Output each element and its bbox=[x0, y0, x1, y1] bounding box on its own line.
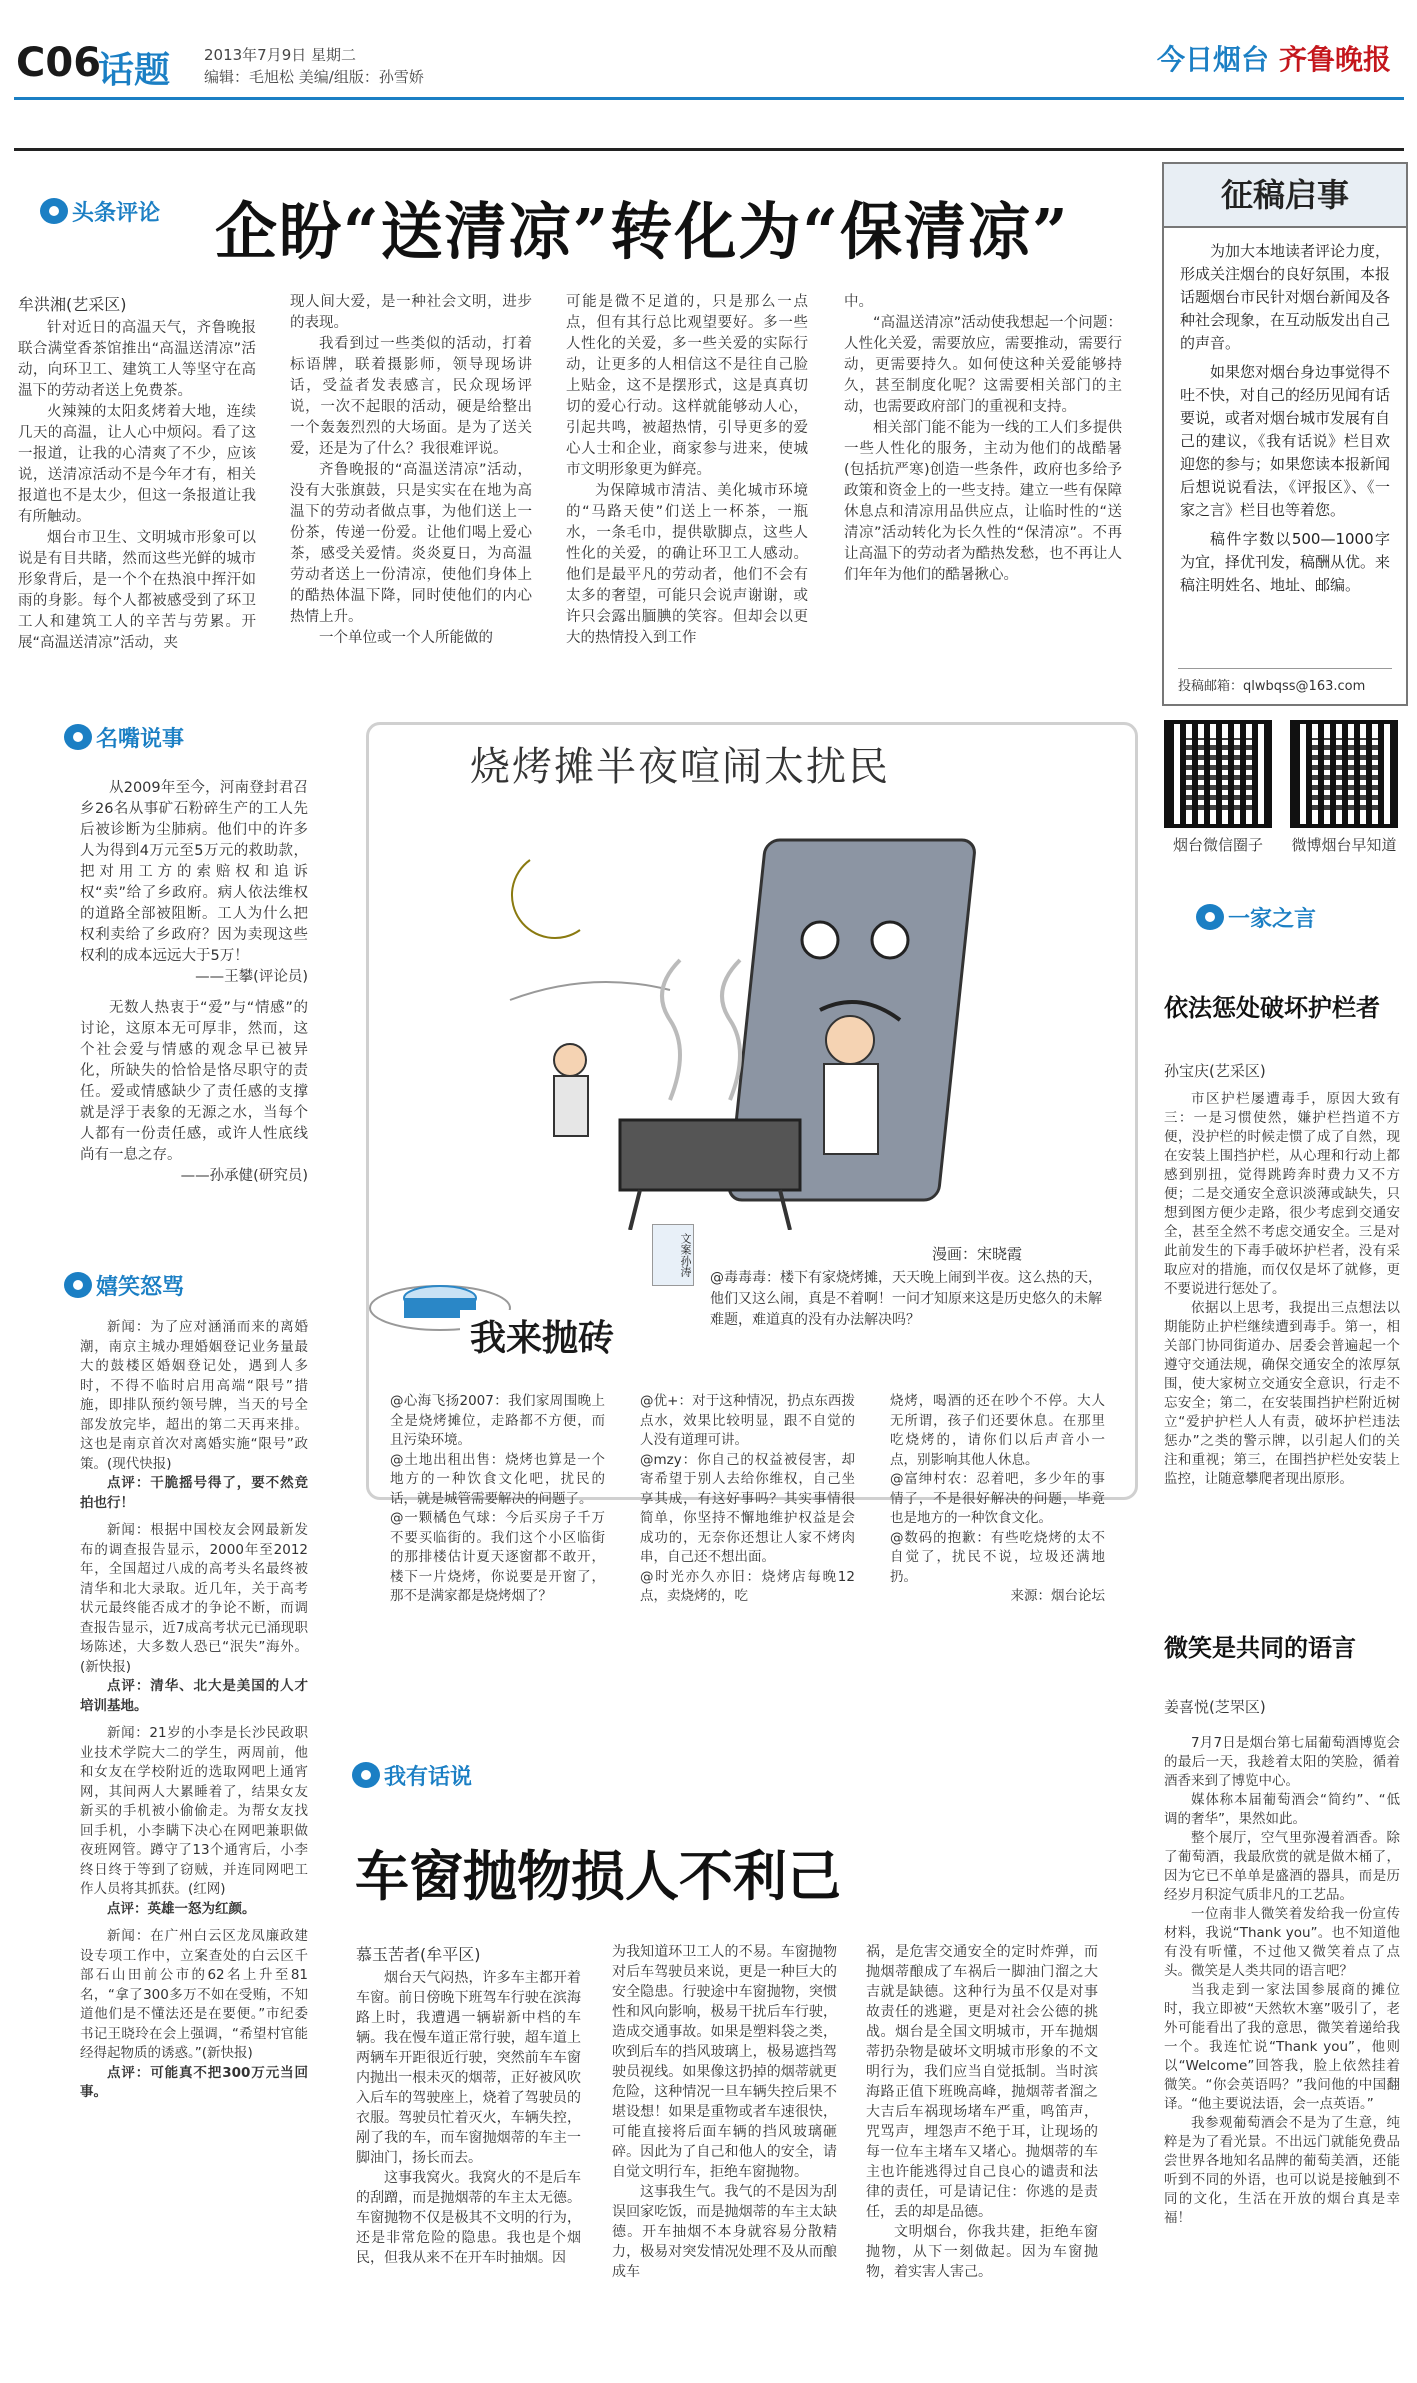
lead-col-3: 可能是微不足道的，只是那么一点点，但有其行总比观望要好。多一些人性化的关爱，多一些关爱的实际行动，让更多的人相信这不是往自己脸上贴金，这不是摆形式，这是真真切切的爱心行动。这样就能够动人心，引起共鸣，被超热情，引导更多的爱心人士和企业，商家参与进来，使城市文明形象更为鲜亮。 为保障城市清洁、美化城市环境的“马路天使”们送上一杯茶，一瓶水，一条毛巾，提供歇脚点，这些人性化的关爱，的确让环卫工人感动。他们是最平凡的劳动者，他们不会有太多的奢望，可能只会说声谢谢，或许只会露出腼腆的笑容。但却会以更大的热情投入到工作 bbox=[566, 294, 808, 646]
mingzui-tag-label: 名嘴说事 bbox=[96, 727, 185, 752]
yijia-tag bbox=[1196, 902, 1316, 933]
section-rule bbox=[14, 148, 1404, 151]
mingzui-body: 从2009年至今，河南登封君召乡26名从事矿石粉碎生产的工人先后被诊断为尘肺病。他们中的许多人为得到4万元至5万元的救助款，把对用工方的索赔权和追诉权“卖”给了乡政府。病人依法维权的道路全部被阻断。工人为什么把权利卖给了乡政府？因为卖现这些权利的成本远远大于5万！ ——王攀(评论员) 无数人热衷于“爱”与“情感”的讨论，这原本无可厚非，然而，这个社会爱与情感的观念早已被异化，所缺失的恰恰是恪尽职守的责任。爱或情感缺少了责任感的支撑就是浮于表象的无源之水，当每个人都有一份责任感，或许人性底线尚有一息之存。 ——孙承健(研究员) bbox=[80, 778, 308, 1187]
yijia-body-2: 7月7日是烟台第七届葡萄酒博览会的最后一天，我趁着太阳的笑脸，循着酒香来到了博览中心。 媒体称本届葡萄酒会“简约”、“低调的奢华”，果然如此。 整个展厅，空气里弥漫着酒香。除了葡萄酒，我最欣赏的就是做木桶了，因为它已不单单是盛酒的器具，而是历经岁月积淀气质非凡的工艺品。 一位南非人微笑着发给我一份宣传材料，我说“Thank you”。也不知道他有没有听懂，不过他又微笑着点了点头。微笑是人类共同的语言吧？ 当我走到一家法国参展商的摊位时，我立即被“天然软木塞”吸引了，老外可能看出了我的意思，微笑着递给我一个。我连忙说“Thank you”，他则以“Welcome”回答我，脸上依然挂着微笑。“你会英语吗？”我问他的中国翻译。“他主要说法语，会一点英语。” 我参观葡萄酒会不是为了生意，纯粹是为了看光景。不出远门就能免费品尝世界各地知名品牌的葡萄美酒，还能听到不同的外语，也可以说是接触到不同的文化，生活在开放的烟台真是幸福！ bbox=[1164, 1735, 1400, 2226]
pen-icon bbox=[40, 198, 68, 224]
second-tag bbox=[352, 1760, 472, 1791]
submission-email: 投稿邮箱：qlwbqss@163.com bbox=[1178, 668, 1392, 694]
replies-col-3: 烧烤，喝酒的还在吵个不停。大人无所谓，孩子们还要休息。在那里吃烧烤的，请你们以后声音小一点，别影响其他人休息。 @富绅村农：忍着吧，多少年的事情了，不是很好解决的问题，毕竟也是地方的一种饮食文化。 @数码的抱歉：有些吃烧烤的太不自觉了，扰民不说，垃圾还满地扔。 来源：烟台论坛 bbox=[890, 1392, 1105, 1607]
qr-code-icon bbox=[1164, 720, 1272, 828]
yijia-byline-1: 孙宝庆(艺采区) bbox=[1164, 1062, 1266, 1080]
issue-date: 2013年7月9日 星期二 bbox=[204, 46, 357, 64]
lead-byline: 牟洪湘(艺采区) bbox=[18, 295, 127, 314]
editors-line: 编辑：毛旭松 美编/组版：孙雪娇 bbox=[204, 68, 424, 86]
cloud-line bbox=[510, 982, 670, 1000]
second-col-3: 祸，是危害交通安全的定时炸弹，而抛烟蒂酿成了车祸后一脚油门溜之大吉就是缺德。这种行为虽不仅是对事故责任的逃避，更是对社会公德的挑战。烟台是全国文明城市，开车抛烟蒂扔杂物是破坏文明城市形象的不文明行为，我们应当自觉抵制。当时滨海路正值下班晚高峰，抛烟蒂者溜之大吉后车祸现场堵车严重，鸣笛声，咒骂声，埋怨声不绝于耳，让现场的每一位车主堵车又堵心。抛烟蒂的车主也许能逃得过自己良心的谴责和法律的责任，可是请记住：你逃的是责任，丢的却是品德。 文明烟台，你我共建，拒绝车窗抛物，从下一刻做起。因为车窗抛物，着实害人害己。 bbox=[866, 1944, 1098, 2280]
second-byline: 慕玉苦者(牟平区) bbox=[356, 1945, 481, 1964]
yijia-byline-2: 姜喜悦(芝罘区) bbox=[1164, 1698, 1266, 1716]
eye-right bbox=[872, 922, 908, 958]
qr-caption: 微博烟台早知道 bbox=[1291, 836, 1397, 854]
replies-col-1: @心海飞扬2007：我们家周围晚上全是烧烤摊位，走路都不方便，而且污染环境。 @土地出租出售：烧烤也算是一个地方的一种饮食文化吧，扰民的话，就是城管需要解决的问题了。 @一颗橘色气球：今后买房子千万不要买临街的。我们这个小区临街的那排楼估计夏天逐窗都不敢开，楼下一片烧烤，你说要是开窗了，那不是满家都是烧烤烟了？ bbox=[390, 1393, 605, 1604]
comic-credit: 漫画：宋晓霞 bbox=[932, 1245, 1023, 1263]
yijia-tag-label: 一家之言 bbox=[1228, 907, 1317, 932]
cartoon-illustration bbox=[470, 800, 1090, 1230]
qr-weibo[interactable] bbox=[1290, 720, 1398, 855]
xixiao-tag bbox=[64, 1270, 184, 1301]
header-rule bbox=[14, 97, 1404, 100]
page-number: C06 bbox=[16, 40, 102, 86]
pen-icon bbox=[64, 724, 92, 750]
yijia-body-1: 市区护栏屡遭毒手，原因大致有三：一是习惯使然，嫌护栏挡道不方便，没护栏的时候走惯了成了自然，现在安装上围挡护栏，从心理和行动上都感到别扭，觉得跳跨奔时费力又不方便；二是交通安全意识淡薄或缺失，只想到图方便少走路，很少考虑到交通安全，甚至全然不考虑交通安全。三是对此前发生的下毒手破坏护栏者，没有采取应对的措施，而仅仅是坏了就修，更不要说进行惩处了。 依据以上思考，我提出三点想法以期能防止护栏继续遭到毒手。第一，相关部门协同街道办、居委会普遍起一个遵守交通法规，确保交通安全的浓厚氛围，使大家树立交通安全意识，行走不忘安全；第二，在安装围挡护栏附近树立“爱护护栏人人有责，破坏护栏违法惩办”之类的警示牌，以引起人们的关注和重视；第三，在围挡护栏处安装上监控，让随意攀爬者现出原形。 bbox=[1164, 1091, 1400, 1487]
comic-quote: @毒毒毒：楼下有家烧烤摊，天天晚上闹到半夜。这么热的天，他们又这么闹，真是不着啊！一问才知原来这是历史悠久的未解难题，难道真的没有办法解决吗？ bbox=[710, 1270, 1102, 1328]
call-for-papers-title: 征稿启事 bbox=[1164, 164, 1406, 228]
lead-col-1: 针对近日的高温天气，齐鲁晚报联合满堂香茶馆推出“高温送清凉”活动，向环卫工、建筑工人等坚守在高温下的劳动者送上免费茶。 火辣辣的太阳炙烤着大地，连续几天的高温，让人心中烦闷。看了这一报道，让我的心清爽了不少，应该说，送清凉活动不是今年才有，相关报道也不是太少，但这一条报道让我有所触动。 烟台市卫生、文明城市形象可以说是有目共睹，然而这些光鲜的城市形象背后，是一个个在热浪中挥汗如雨的身影。每个人都被感受到了环卫工人和建筑工人的辛苦与劳累。开展“高温送清凉”活动，夹 bbox=[18, 320, 256, 651]
pen-icon bbox=[1196, 904, 1224, 930]
second-col-2: 为我知道环卫工人的不易。车窗抛物对后车驾驶员来说，更是一种巨大的安全隐患。行驶途中车窗抛物，突惯性和风向影响，极易干扰后车行驶，造成交通事故。如果是塑料袋之类，吹到后车的挡风玻璃上，极易遮挡驾驶员视线。如果像这扔掉的烟蒂就更危险，这种情况一旦车辆失控后果不堪设想！如果是重物或者车速很快，可能直接将后面车辆的挡风玻璃砸碎。因此为了自己和他人的安全，请自觉文明行车，拒绝车窗抛物。 这事我生气。我气的不是因为刮误回家吃饭，而是抛烟蒂的车主太缺德。开车抽烟不本身就容易分散精力，极易对突发情况处理不及从而酿成车 bbox=[612, 1944, 837, 2280]
masthead bbox=[1157, 38, 1391, 78]
call-for-papers-box bbox=[1162, 162, 1408, 706]
lead-tag-label: 头条评论 bbox=[72, 201, 161, 226]
mingzui-tag bbox=[64, 722, 184, 753]
issue-meta bbox=[204, 44, 424, 88]
yijia-headline-2: 微笑是共同的语言 bbox=[1164, 1634, 1356, 1662]
child-figure bbox=[554, 1044, 586, 1076]
pen-icon bbox=[352, 1762, 380, 1788]
second-tag-label: 我有话说 bbox=[384, 1765, 473, 1790]
lead-tag bbox=[40, 196, 160, 227]
pen-icon bbox=[64, 1272, 92, 1298]
woolai-tag: 我来抛砖 bbox=[460, 1310, 624, 1361]
today-label: 今日烟台 bbox=[1156, 43, 1269, 76]
comic-title: 烧烤摊半夜喧闹太扰民 bbox=[470, 744, 890, 790]
comic-source: 来源：烟台论坛 bbox=[1010, 1588, 1105, 1604]
lead-col-4: 中。 “高温送清凉”活动使我想起一个问题：人性化关爱，需要放应，需要推动，需要行动，更需要持久。如何使这种关爱能够持久，甚至制度化呢？这需要相关部门的主动，也需要政府部门的重视和支持。 相关部门能不能为一线的工人们多提供一些人性化的服务，主动为他们的战酷暑(包括抗严寒)创造一些条件，政府也多给予政策和资金上的一些支持。建立一些有保障休息点和清凉用品供应点，让临时性的“送清凉”活动转化为长久性的“保清凉”。不再让高温下的劳动者为酷热发愁，也不再让人们年年为他们的酷暑揪心。 bbox=[844, 294, 1122, 583]
vendor-figure bbox=[826, 1016, 874, 1064]
artist-sign: 文案孙涛 bbox=[652, 1224, 694, 1286]
qr-caption: 烟台微信圈子 bbox=[1172, 836, 1263, 854]
qr-wechat[interactable] bbox=[1164, 720, 1272, 855]
grill bbox=[620, 1120, 800, 1190]
call-for-papers-body: 为加大本地读者评论力度，形成关注烟台的良好氛围，本报话题烟台市民针对烟台新闻及各种社会现象，在互动版发出自己的声音。 如果您对烟台身边事觉得不吐不快，对自己的经历见闻有话要说，或者对烟台城市发展有自己的建议，《我有话说》栏目欢迎您的参与；如果您读本报新闻后想说说看法，《评报区》、《一家之言》栏目也等着您。 稿件字数以500—1000字为宜，择优刊发，稿酬从优。来稿注明姓名、地址、邮编。 bbox=[1180, 242, 1391, 594]
lead-headline: 企盼“送清凉”转化为“保清凉” bbox=[215, 195, 1070, 268]
smoke bbox=[662, 960, 680, 1100]
second-headline: 车窗抛物损人不利己 bbox=[355, 1844, 841, 1908]
brand-logo: 齐鲁晚报 bbox=[1278, 43, 1391, 76]
second-col-1: 烟台天气闷热，许多车主都开着车窗。前日傍晚下班驾车行驶在滨海路上时，我遭遇一辆崭新中档的车辆。我在慢车道正常行驶，超车道上两辆车开距很近行驶，突然前车车窗内抛出一根未灭的烟蒂，正好被风吹入后车的驾驶座上，烧着了驾驶员的衣服。驾驶员忙着灭火，车辆失控，剐了我的车，而车窗抛烟蒂的车主一脚油门，扬长而去。 这事我窝火。我窝火的不是后车的刮蹭，而是抛烟蒂的车主太无德。车窗抛物不仅是极其不文明的行为，还是非常危险的隐患。我也是个烟民，但我从来不在开车时抽烟。因 bbox=[356, 1970, 581, 2266]
replies-col-2: @优+：对于这种情况，扔点东西拨点水，效果比较明显，跟不自觉的人没有道理可讲。 @mzy：你自己的权益被侵害，却寄希望于别人去给你维权，自己坐享其成，有这好事吗？其实事情很简单，你坚持不懈地维护权益是会成功的，无奈你还想让人家不烤肉串，自己还不想出面。 @时光亦久亦旧：烧烤店每晚12点，卖烧烤的，吃 bbox=[640, 1393, 855, 1604]
signature: ——王攀(评论员) bbox=[195, 969, 308, 985]
yijia-headline-1: 依法惩处破坏护栏者 bbox=[1164, 994, 1380, 1022]
eye-left bbox=[802, 922, 838, 958]
xixiao-body: 新闻：为了应对涵涌而来的离婚潮，南京主城办理婚姻登记业务量最大的鼓楼区婚姻登记处，遇到人多时，不得不临时启用高端“限号”措施，即排队预约领号牌，当天的号全部发放完毕，超出的第二天再来排。这也是南京首次对离婚实施“限号”政策。(现代快报) 点评：干脆摇号得了，要不然竞拍也行！ 新闻：根据中国校友会网最新发布的调查报告显示，2000年至2012年，全国超过八成的高考头名最终被清华和北大录取。近几年，关于高考状元最终能否成才的争论不断，而调查报告显示，近7成高考状元已涌现职场陈述，大多数人恐已“泯失”海外。(新快报) 点评：清华、北大是美国的人才培训基地。 新闻：21岁的小李是长沙民政职业技术学院大二的学生，两周前，他和女友在学校附近的选取网吧上通宵网，其间两人大累睡着了，结果女友新买的手机被小偷偷走。为帮女友找回手机，小李瞒下决心在网吧兼职做夜班网管。蹲守了13个通宵后，小李终日终于等到了窃贼，并连同网吧工作人员将其抓获。(红网) 点评：英雄一怒为红颜。 新闻：在广州白云区龙凤廉政建设专项工作中，立案查处的白云区千部石山田前公市的62名上升至81名，“拿了300多万不如在受贿，不知道他们是不懂法还是在要便。”市纪委书记王晓玲在会上强调，“希望村官能经得起物质的诱惑。”(新快报) 点评：可能真不把300万元当回事。 bbox=[80, 1319, 308, 2100]
section-title: 话题 bbox=[98, 50, 171, 91]
moon-icon bbox=[512, 860, 580, 938]
lead-col-2: 现人间大爱，是一种社会文明，进步的表现。 我看到过一些类似的活动，打着标语牌，联着摄影师，领导现场讲话，受益者发表感言，民众现场评说，一次不起眼的活动，硬是给整出一个轰轰烈烈的大场面。是为了送关爱，还是为了什么？我很难评说。 齐鲁晚报的“高温送清凉”活动，没有大张旗鼓，只是实实在在地为高温下的劳动者做点事，为他们送上一份茶，传递一份爱。让他们喝上爱心茶，感受关爱情。炎炎夏日，为高温劳动者送上一份清凉，使他们身体上的酷热体温下降，同时使他们的内心热情上升。 一个单位或一个人所能做的 bbox=[290, 294, 532, 646]
signature: ——孙承健(研究员) bbox=[180, 1168, 308, 1184]
qr-code-icon bbox=[1290, 720, 1398, 828]
xixiao-tag-label: 嬉笑怒骂 bbox=[96, 1275, 185, 1300]
